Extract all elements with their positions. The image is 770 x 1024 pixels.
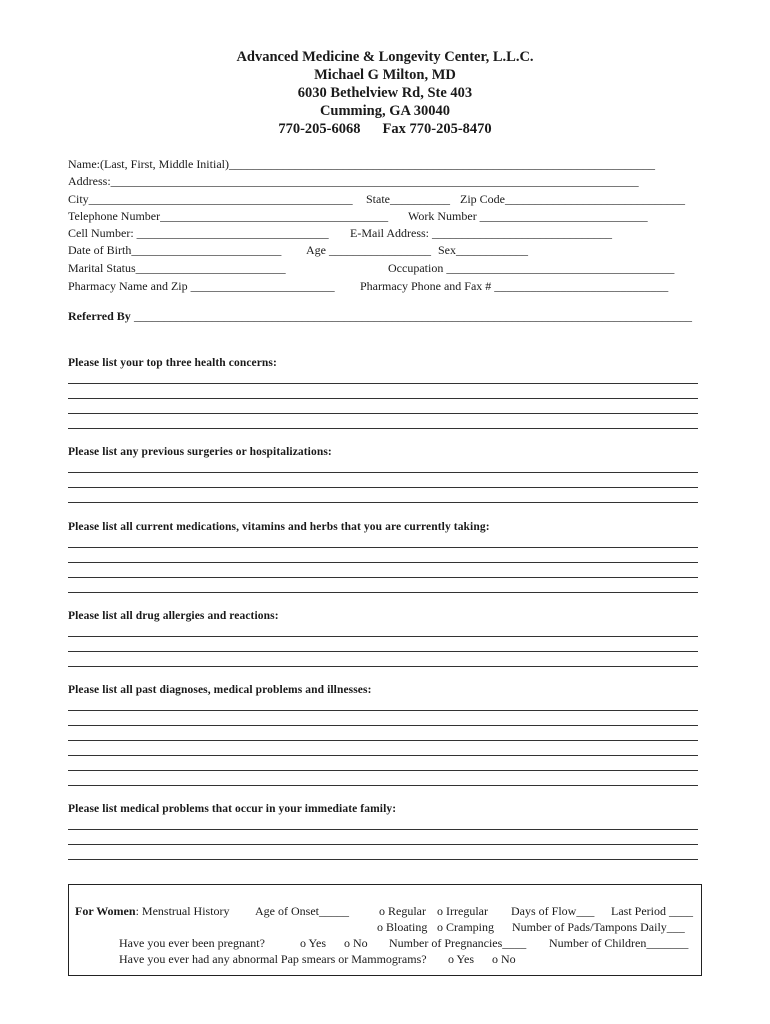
pharmacy-row <box>68 278 698 294</box>
surgeries-heading: Please list any previous surgeries or hospitalizations: <box>68 446 332 458</box>
clinic-header <box>0 48 770 138</box>
age-of-onset-field[interactable]: Age of Onset_____ <box>255 904 349 918</box>
referred-by-label: Referred By <box>68 309 131 323</box>
dob-age-sex-row <box>68 242 698 258</box>
work-number-field[interactable]: Work Number ____________________________ <box>408 209 648 223</box>
pads-tampons-field[interactable]: Number of Pads/Tampons Daily___ <box>512 920 685 934</box>
days-of-flow-field[interactable]: Days of Flow___ <box>511 904 595 918</box>
diagnoses-heading: Please list all past diagnoses, medical problems and illnesses: <box>68 684 372 696</box>
cell-email-row <box>68 225 698 241</box>
concerns-heading: Please list your top three health concerns: <box>68 357 277 369</box>
medications-line[interactable] <box>68 547 698 548</box>
email-field[interactable]: E-Mail Address: ______________________________ <box>350 226 612 240</box>
family-line[interactable] <box>68 844 698 845</box>
women-history-box <box>68 884 702 976</box>
concerns-line[interactable] <box>68 398 698 399</box>
menstrual-history-label: : Menstrual History <box>135 904 230 918</box>
occupation-field[interactable]: Occupation ______________________________________ <box>388 261 675 275</box>
bloating-checkbox[interactable]: o Bloating <box>377 920 428 934</box>
telephone-field[interactable]: Telephone Number______________________________________ <box>68 209 389 223</box>
allergies-line[interactable] <box>68 651 698 652</box>
marital-occupation-row <box>68 260 698 276</box>
surgeries-line[interactable] <box>68 502 698 503</box>
medications-heading: Please list all current medications, vitamins and herbs that you are currently taking: <box>68 521 490 533</box>
diagnoses-line[interactable] <box>68 710 698 711</box>
name-field[interactable]: Name:(Last, First, Middle Initial)_______________________________________________________________________ <box>68 157 655 171</box>
family-line[interactable] <box>68 829 698 830</box>
state-field[interactable]: State__________ <box>366 192 450 206</box>
pap-yes-checkbox[interactable]: o Yes <box>448 952 475 966</box>
zip-field[interactable]: Zip Code______________________________ <box>460 192 685 206</box>
clinic-phone: 770-205-6068 <box>278 121 361 137</box>
pregnant-question: Have you ever been pregnant? <box>119 936 265 950</box>
cell-number-field[interactable]: Cell Number: ________________________________ <box>68 226 329 240</box>
last-period-field[interactable]: Last Period ____ <box>611 904 693 918</box>
pregnancies-field[interactable]: Number of Pregnancies____ <box>389 936 527 950</box>
allergies-line[interactable] <box>68 666 698 667</box>
diagnoses-line[interactable] <box>68 725 698 726</box>
city-field[interactable]: City____________________________________________ <box>68 192 353 206</box>
cramping-checkbox[interactable]: o Cramping <box>437 920 494 934</box>
medications-line[interactable] <box>68 577 698 578</box>
pregnant-yes-checkbox[interactable]: o Yes <box>300 936 327 950</box>
regular-checkbox[interactable]: o Regular <box>379 904 426 918</box>
address-field[interactable]: Address:________________________________________________________________________________________ <box>68 174 639 188</box>
allergies-heading: Please list all drug allergies and reactions: <box>68 610 279 622</box>
clinic-name: Advanced Medicine & Longevity Center, L.L.C. <box>236 49 534 65</box>
surgeries-line[interactable] <box>68 472 698 473</box>
age-field[interactable]: Age _________________ <box>306 243 431 257</box>
pharmacy-field[interactable]: Pharmacy Name and Zip ________________________ <box>68 279 335 293</box>
doctor-name: Michael G Milton, MD <box>314 67 456 83</box>
pregnant-no-checkbox[interactable]: o No <box>344 936 368 950</box>
clinic-fax: Fax 770-205-8470 <box>382 121 492 137</box>
allergies-line[interactable] <box>68 636 698 637</box>
marital-status-field[interactable]: Marital Status_________________________ <box>68 261 286 275</box>
concerns-line[interactable] <box>68 383 698 384</box>
phone-fax-row <box>0 120 770 138</box>
street-address: 6030 Bethelview Rd, Ste 403 <box>297 85 473 101</box>
sex-field[interactable]: Sex____________ <box>438 243 528 257</box>
city-state-zip-row <box>68 191 698 207</box>
pap-no-checkbox[interactable]: o No <box>492 952 516 966</box>
pap-question: Have you ever had any abnormal Pap smears or Mammograms? <box>119 952 427 966</box>
family-heading: Please list medical problems that occur in your immediate family: <box>68 803 397 815</box>
referred-by-row[interactable] <box>68 308 698 324</box>
medications-line[interactable] <box>68 592 698 593</box>
concerns-line[interactable] <box>68 413 698 414</box>
concerns-line[interactable] <box>68 428 698 429</box>
diagnoses-line[interactable] <box>68 740 698 741</box>
referred-by-line: _____________________________________________________________________________________________ <box>134 309 692 323</box>
irregular-checkbox[interactable]: o Irregular <box>437 904 488 918</box>
diagnoses-line[interactable] <box>68 785 698 786</box>
pharmacy-phone-field[interactable]: Pharmacy Phone and Fax # _____________________________ <box>360 279 669 293</box>
children-field[interactable]: Number of Children_______ <box>549 936 689 950</box>
surgeries-line[interactable] <box>68 487 698 488</box>
city-state-zip: Cumming, GA 30040 <box>319 103 451 119</box>
diagnoses-line[interactable] <box>68 770 698 771</box>
women-row-1 <box>75 904 230 918</box>
women-label: For Women <box>75 904 136 918</box>
family-line[interactable] <box>68 859 698 860</box>
medications-line[interactable] <box>68 562 698 563</box>
dob-field[interactable]: Date of Birth_________________________ <box>68 243 282 257</box>
diagnoses-line[interactable] <box>68 755 698 756</box>
phone-row <box>68 208 698 224</box>
